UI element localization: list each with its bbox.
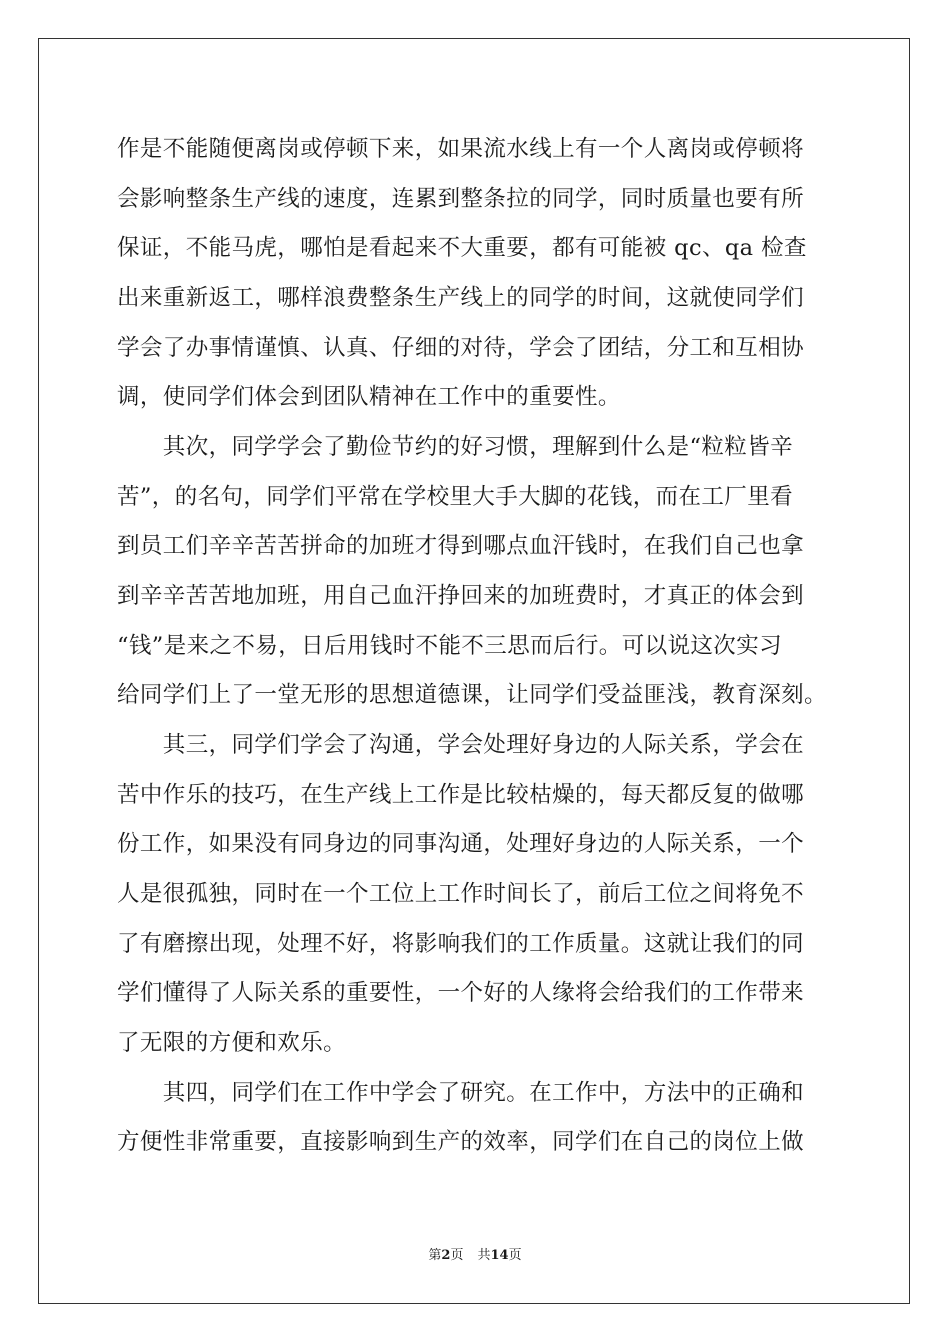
page-footer xyxy=(0,1248,950,1264)
body-text-line: 学们懂得了人际关系的重要性，一个好的人缘将会给我们的工作带来 xyxy=(117,980,805,1006)
body-text-line: 作是不能随便离岗或停顿下来，如果流水线上有一个人离岗或停顿将 xyxy=(117,136,805,162)
body-text-line: 了无限的方便和欢乐。 xyxy=(117,1030,347,1056)
page-number-suffix: 页 xyxy=(450,1248,464,1263)
body-text-line: 苦中作乐的技巧，在生产线上工作是比较枯燥的，每天都反复的做哪 xyxy=(117,782,805,808)
page-number-current: 2 xyxy=(441,1248,451,1263)
page-number-prefix: 第 xyxy=(428,1248,442,1263)
body-text-line: 苦”，的名句，同学们平常在学校里大手大脚的花钱，而在工厂里看 xyxy=(117,484,794,510)
body-text-line: 学会了办事情谨慎、认真、仔细的对待，学会了团结，分工和互相协 xyxy=(117,335,805,361)
body-text-line: 调，使同学们体会到团队精神在工作中的重要性。 xyxy=(117,384,621,410)
paragraph-first-line: 其四，同学们在工作中学会了研究。在工作中，方法中的正确和 xyxy=(117,1080,805,1106)
body-text-line: “钱”是来之不易，日后用钱时不能不三思而后行。可以说这次实习 xyxy=(117,633,783,659)
paragraph-first-line: 其次，同学学会了勤俭节约的好习惯，理解到什么是“粒粒皆辛 xyxy=(117,434,794,460)
paragraph-first-line: 其三，同学们学会了沟通，学会处理好身边的人际关系，学会在 xyxy=(117,732,805,758)
total-pages-prefix: 共 xyxy=(477,1248,491,1263)
total-pages-suffix: 页 xyxy=(508,1248,522,1263)
body-text-line: 到员工们辛辛苦苦拼命的加班才得到哪点血汗钱时，在我们自己也拿 xyxy=(117,533,805,559)
body-text-line: 会影响整条生产线的速度，连累到整条拉的同学，同时质量也要有所 xyxy=(117,186,805,212)
body-text-line: 份工作，如果没有同身边的同事沟通，处理好身边的人际关系，一个 xyxy=(117,831,805,857)
body-text-line: 给同学们上了一堂无形的思想道德课，让同学们受益匪浅，教育深刻。 xyxy=(117,682,827,708)
page-border xyxy=(38,38,910,1304)
body-text-line: 了有磨擦出现，处理不好，将影响我们的工作质量。这就让我们的同 xyxy=(117,931,805,957)
total-pages-count: 14 xyxy=(490,1248,509,1263)
body-text-line: 方便性非常重要，直接影响到生产的效率，同学们在自己的岗位上做 xyxy=(117,1129,805,1155)
body-text-line: 人是很孤独，同时在一个工位上工作时间长了，前后工位之间将免不 xyxy=(117,881,805,907)
body-text-line: 保证，不能马虎，哪怕是看起来不大重要，都有可能被 qc、qa 检查 xyxy=(117,235,807,261)
body-text-line: 出来重新返工，哪样浪费整条生产线上的同学的时间，这就使同学们 xyxy=(117,285,805,311)
body-text-line: 到辛辛苦苦地加班，用自己血汗挣回来的加班费时，才真正的体会到 xyxy=(117,583,805,609)
